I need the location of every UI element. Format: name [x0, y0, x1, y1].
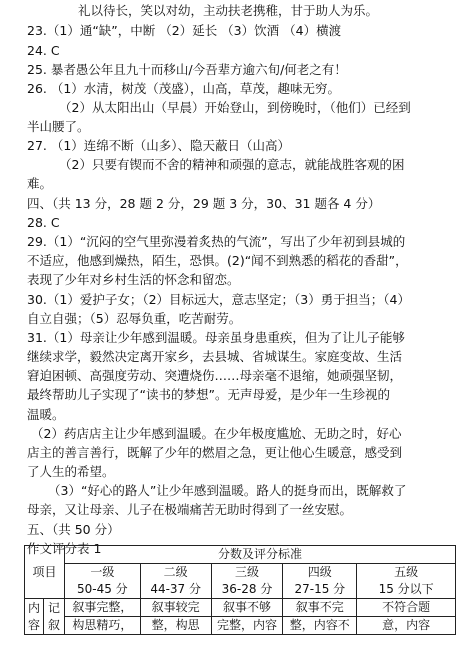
text-line: 礼以待长，笑以对幼，主动扶老携稚，甘于助人为乐。 [78, 3, 379, 18]
text-line: 28. C [27, 215, 60, 230]
table-cell: 叙事不够 [211, 599, 283, 617]
text-line: 继续求学，毅然决定离开家乡，去县城、省城谋生。家庭变故、生活 [27, 349, 403, 364]
text-line: 难。 [27, 176, 53, 191]
text-line: 母亲，又让母亲、儿子在极端痛苦无助时得到了一丝安慰。 [27, 502, 353, 517]
level-5: 五级 15 分以下 [357, 564, 456, 599]
text-line: 了人生的希望。 [27, 464, 115, 479]
text-line: 24. C [27, 43, 60, 58]
text-line: 表现了少年对乡村生活的怀念和留恋。 [27, 272, 240, 287]
table-cell: 叙事完整， [64, 599, 140, 617]
table-cell: 叙事较完 [140, 599, 211, 617]
table-cell: 叙事不完 [283, 599, 357, 617]
text-line: 窘迫困顿、高强度劳动、突遭烧伤……母亲毫不退缩，她顽强坚韧， [27, 368, 403, 383]
table-cell: 整，内容不 [283, 617, 357, 635]
text-line: 店主的善言善行，既解了少年的燃眉之急，更让他心生暖意，感受到 [27, 445, 403, 460]
table-cell: 不符合题 [357, 599, 456, 617]
table-cell: 整，构思 [140, 617, 211, 635]
subcategory-narration: 记 叙 [43, 599, 64, 635]
text-line: 最终帮助儿子实现了“读书的梦想”。无声母爱，是少年一生珍视的 [27, 387, 390, 402]
text-line: （2）药店店主让少年感到温暖。在少年极度尴尬、无助之时，好心 [31, 426, 402, 441]
level-2: 二级 44-37 分 [140, 564, 211, 599]
table-cell: 意，内容 [357, 617, 456, 635]
text-line: 25. 暴者愚公年且九十而移山/今吾辈方逾六旬/何老之有！ [27, 62, 347, 77]
text-line: 四、（共 13 分，28 题 2 分，29 题 3 分，30、31 题各 4 分） [27, 196, 381, 211]
text-line: （3）“好心的路人”让少年感到温暖。路人的挺身而出，既解救了 [48, 483, 407, 498]
text-line: 半山腰了。 [27, 119, 90, 134]
text-line: （2）只要有锲而不舍的精神和顽强的意志，就能战胜客观的困 [59, 157, 405, 172]
text-line: 作文评分表 1 [27, 541, 102, 556]
text-line: 27. （1）连绵不断（山多）、隐天蔽日（山高） [27, 138, 291, 153]
text-line: 五、（共 50 分） [27, 522, 120, 537]
text-line: 31.（1）母亲让少年感到温暖。母亲虽身患重疾，但为了让儿子能够 [27, 330, 405, 345]
table-cell: 完整，内容 [211, 617, 283, 635]
text-line: 26. （1）水清，树茂（茂盛），山高，草茂，趣味无穷。 [27, 81, 341, 96]
text-line: 自立自强；（5）忍辱负重，吃苦耐劳。 [27, 311, 242, 326]
text-line: （2）从太阳出山（早晨）开始登山，到傍晚时，（他们）已经到 [59, 100, 411, 115]
header-score-standard: 分数及评分标准 [64, 546, 455, 564]
level-3: 三级 36-28 分 [211, 564, 283, 599]
header-project: 项目 [25, 546, 65, 599]
text-line: 30.（1）爱护子女；（2）目标远大，意志坚定；（3）勇于担当；（4） [27, 292, 410, 307]
text-line: 29.（1）“沉闷的空气里弥漫着炙热的气流”，写出了少年初到县城的 [27, 234, 406, 249]
category-content: 内 容 [25, 599, 44, 635]
table-cell: 构思精巧， [64, 617, 140, 635]
essay-scoring-table [24, 545, 456, 635]
text-line: 温暖。 [27, 407, 65, 422]
text-line: 23.（1）通“缺”，中断 （2）延长 （3）饮酒 （4）横渡 [27, 23, 342, 38]
level-4: 四级 27-15 分 [283, 564, 357, 599]
level-1: 一级 50-45 分 [64, 564, 140, 599]
text-line: 不适应，他感到燥热，陌生，恐惧。(2)“闻不到熟悉的稻花的香甜”， [27, 253, 408, 268]
